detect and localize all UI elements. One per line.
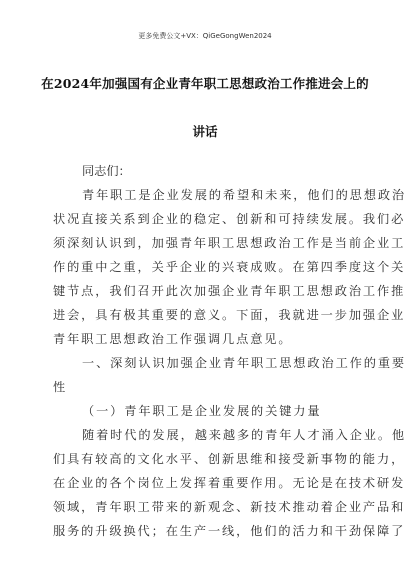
document-title: 在2024年加强国有企业青年职工思想政治工作推进会上的 <box>41 76 369 91</box>
paragraph-line: 作的重中之重，关乎企业的兴衰成败。在第四季度这个关 <box>53 260 406 274</box>
paragraph-line: 青年职工是企业发展的希望和未来，他们的思想政治 <box>82 188 407 202</box>
paragraph-line: 在企业的各个岗位上发挥着重要作用。无论是在技术研发 <box>53 476 406 490</box>
paragraph-line: 随着时代的发展，越来越多的青年人才涌入企业。他 <box>82 428 407 442</box>
subsection-heading: （一）青年职工是企业发展的关键力量 <box>82 404 322 418</box>
section-heading-continued: 性 <box>53 380 68 394</box>
paragraph-line: 领域，青年职工带来的新观念、新技术推动着企业产品和 <box>53 500 406 514</box>
paragraph-line: 服务的升级换代；在生产一线，他们的活力和干劲保障了 <box>53 524 406 538</box>
paragraph-line: 们具有较高的文化水平、创新思维和接受新事物的能力， <box>53 452 406 466</box>
paragraph-line: 须深刻认识到，加强青年职工思想政治工作是当前企业工 <box>53 236 406 250</box>
paragraph-line: 进会，具有极其重要的意义。下面，我就进一步加强企业 <box>53 308 406 322</box>
document-title-continued: 讲话 <box>192 124 218 139</box>
section-heading: 一、深刻认识加强企业青年职工思想政治工作的重要 <box>82 356 407 370</box>
header-note: 更多免费公文+VX：QiGeGongWen2024 <box>138 32 272 40</box>
salutation: 同志们： <box>82 164 131 178</box>
paragraph-line: 状况直接关系到企业的稳定、创新和可持续发展。我们必 <box>53 212 406 226</box>
paragraph-line: 青年职工思想政治工作强调几点意见。 <box>53 332 293 346</box>
paragraph-line: 键节点，我们召开此次加强企业青年职工思想政治工作推 <box>53 284 406 298</box>
